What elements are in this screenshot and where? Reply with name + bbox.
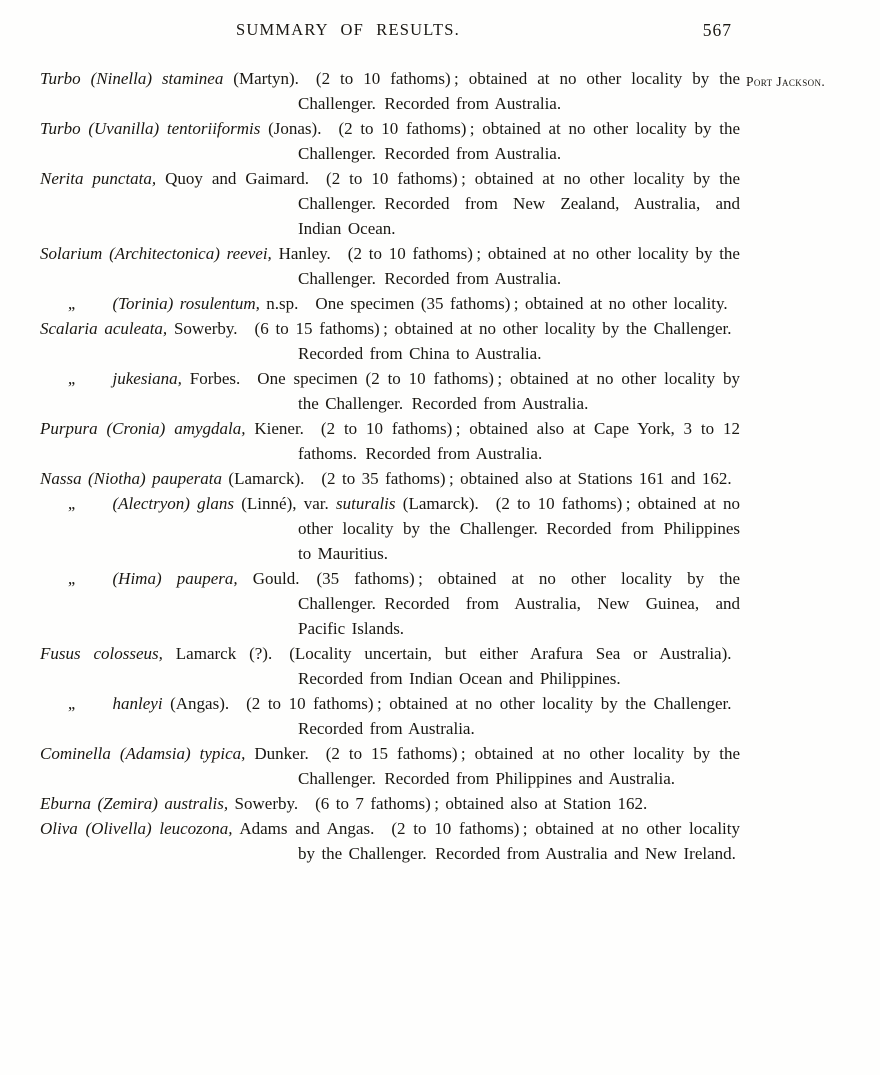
ditto-mark: ,,: [68, 494, 75, 513]
species-entry: [40, 316, 740, 366]
species-name: Scalaria aculeata,: [40, 319, 168, 338]
species-entry: [40, 691, 740, 741]
species-name: hanleyi: [112, 694, 163, 713]
species-name: Fusus colosseus,: [40, 644, 163, 663]
species-name: (Torinia) rosulentum,: [112, 294, 260, 313]
species-name: Turbo (Ninella) staminea: [40, 69, 224, 88]
running-title: SUMMARY OF RESULTS.: [236, 20, 461, 39]
species-name: Cominella (Adamsia) typica,: [40, 744, 246, 763]
page-number: 567: [702, 20, 732, 40]
species-name: Turbo (Uvanilla) tentoriiformis: [40, 119, 261, 138]
ditto-mark: ,,: [68, 569, 75, 588]
species-name: Nassa (Niotha) pauperata: [40, 469, 222, 488]
entry-text: (Martyn). (2 to 10 fathoms) ; obtained at no other locality by the Challenger. Recorded from Australia.: [223, 69, 740, 113]
ditto-mark: ,,: [68, 369, 75, 388]
species-entry: [40, 366, 740, 416]
species-entry: [40, 641, 740, 691]
species-name: Eburna (Zemira) australis,: [40, 794, 229, 813]
species-name: Solarium (Architectonica) reevei,: [40, 244, 272, 263]
entry-text: Sowerby. (6 to 7 fathoms) ; obtained also at Station 162.: [228, 794, 648, 813]
entry-text: Gould. (35 fathoms) ; obtained at no other locality by the Challenger. Recorded from Australia, New Guinea, and Pacific Islands.: [237, 569, 740, 638]
species-entry: [40, 416, 740, 466]
species-entry: [40, 566, 740, 641]
species-entry: [40, 791, 740, 816]
margin-note: Port Jackson.: [746, 74, 826, 89]
species-entry: [40, 466, 740, 491]
entry-text: (Linné), var.: [234, 494, 336, 513]
entry-text: (Lamarck). (2 to 35 fathoms) ; obtained also at Stations 161 and 162.: [221, 469, 732, 488]
species-entry: [40, 116, 740, 166]
entry-text: Hanley. (2 to 10 fathoms) ; obtained at no other locality by the Challenger. Recorded from Australia.: [271, 244, 740, 288]
entry-text: Adams and Angas. (2 to 10 fathoms) ; obtained at no other locality by the Challenger. Recorded from Australia and New Ireland.: [232, 819, 740, 863]
species-name: suturalis: [336, 494, 396, 513]
species-name: Purpura (Cronia) amygdala,: [40, 419, 246, 438]
species-name: Nerita punctata,: [40, 169, 157, 188]
entry-text: Dunker. (2 to 15 fathoms) ; obtained at no other locality by the Challenger. Recorded from Philippines and Australia.: [245, 744, 740, 788]
entry-text: Kiener. (2 to 10 fathoms) ; obtained also at Cape York, 3 to 12 fathoms. Recorded from Australia.: [245, 419, 740, 463]
species-entry: [40, 816, 740, 866]
entry-text: (Angas). (2 to 10 fathoms) ; obtained at no other locality by the Challenger. Recorded from Australia.: [162, 694, 740, 738]
species-name: jukesiana,: [112, 369, 182, 388]
entry-text: Quoy and Gaimard. (2 to 10 fathoms) ; obtained at no other locality by the Challenger. Recorded from New Zealand, Australia, and Indian Ocean.: [156, 169, 740, 238]
entries-list: [40, 66, 740, 866]
ditto-mark: ,,: [68, 694, 75, 713]
species-entry: [40, 291, 740, 316]
species-name: (Hima) paupera,: [112, 569, 238, 588]
entry-text: (Jonas). (2 to 10 fathoms) ; obtained at no other locality by the Challenger. Recorded from Australia.: [260, 119, 740, 163]
entry-text: n.sp. One specimen (35 fathoms) ; obtained at no other locality.: [259, 294, 728, 313]
entry-text: (Lamarck). (2 to 10 fathoms) ; obtained at no other locality by the Challenger. Recorded from Philippines to Mauritius.: [298, 494, 741, 563]
species-name: Oliva (Olivella) leucozona,: [40, 819, 233, 838]
page-header: [40, 20, 740, 46]
entry-text: Forbes. One specimen (2 to 10 fathoms) ; obtained at no other locality by the Challenger. Recorded from Australia.: [181, 369, 740, 413]
species-entry: [40, 241, 740, 291]
entry-text: Lamarck (?). (Locality uncertain, but either Arafura Sea or Australia). Recorded from Indian Ocean and Philippines.: [162, 644, 741, 688]
entry-text: Sowerby. (6 to 15 fathoms) ; obtained at no other locality by the Challenger. Recorded from China to Australia.: [167, 319, 740, 363]
species-entry: [40, 166, 740, 241]
ditto-mark: ,,: [68, 294, 75, 313]
species-entry: [40, 491, 740, 566]
species-entry: [40, 741, 740, 791]
species-entry: [40, 66, 740, 116]
species-name: (Alectryon) glans: [112, 494, 234, 513]
